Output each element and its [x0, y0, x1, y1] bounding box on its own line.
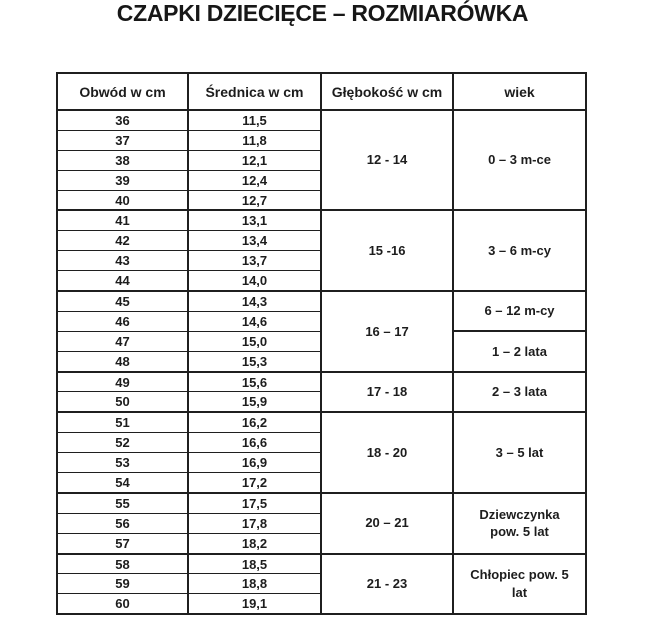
diameter-cell: 19,1	[188, 594, 321, 614]
circumference-cell: 37	[57, 130, 188, 150]
header-age: wiek	[453, 73, 586, 110]
circumference-cell: 57	[57, 533, 188, 553]
circumference-cell: 38	[57, 150, 188, 170]
depth-cell: 21 - 23	[321, 554, 453, 615]
age-cell: 3 – 5 lat	[453, 412, 586, 493]
diameter-cell: 16,6	[188, 433, 321, 453]
diameter-cell: 13,4	[188, 231, 321, 251]
diameter-cell: 15,9	[188, 392, 321, 412]
age-cell: 6 – 12 m-cy	[453, 291, 586, 331]
depth-cell: 12 - 14	[321, 110, 453, 210]
circumference-cell: 52	[57, 433, 188, 453]
diameter-cell: 14,3	[188, 291, 321, 311]
header-depth: Głębokość w cm	[321, 73, 453, 110]
page-title: CZAPKI DZIECIĘCE – ROZMIARÓWKA	[116, 0, 529, 26]
depth-cell: 17 - 18	[321, 372, 453, 413]
circumference-cell: 50	[57, 392, 188, 412]
depth-cell: 15 -16	[321, 210, 453, 291]
diameter-cell: 11,8	[188, 130, 321, 150]
diameter-cell: 11,5	[188, 110, 321, 130]
circumference-cell: 44	[57, 271, 188, 291]
diameter-cell: 12,7	[188, 190, 321, 210]
diameter-cell: 17,8	[188, 513, 321, 533]
circumference-cell: 36	[57, 110, 188, 130]
diameter-cell: 14,6	[188, 311, 321, 331]
circumference-cell: 48	[57, 351, 188, 371]
circumference-cell: 47	[57, 331, 188, 351]
circumference-cell: 59	[57, 574, 188, 594]
table-row	[57, 291, 586, 311]
diameter-cell: 17,5	[188, 493, 321, 513]
circumference-cell: 54	[57, 473, 188, 493]
circumference-cell: 56	[57, 513, 188, 533]
size-table-body	[57, 110, 586, 614]
diameter-cell: 18,5	[188, 554, 321, 574]
header-circumference: Obwód w cm	[57, 73, 188, 110]
header-row	[57, 73, 586, 110]
diameter-cell: 16,9	[188, 453, 321, 473]
age-cell: 3 – 6 m-cy	[453, 210, 586, 291]
diameter-cell: 16,2	[188, 412, 321, 432]
diameter-cell: 13,1	[188, 210, 321, 230]
size-chart-table	[56, 72, 587, 615]
age-cell: 1 – 2 lata	[453, 331, 586, 371]
table-row	[57, 412, 586, 432]
depth-cell: 18 - 20	[321, 412, 453, 493]
age-cell: Chłopiec pow. 5 lat	[453, 554, 586, 615]
depth-cell: 20 – 21	[321, 493, 453, 554]
circumference-cell: 53	[57, 453, 188, 473]
diameter-cell: 15,3	[188, 351, 321, 371]
circumference-cell: 40	[57, 190, 188, 210]
circumference-cell: 45	[57, 291, 188, 311]
circumference-cell: 60	[57, 594, 188, 614]
table-row	[57, 493, 586, 513]
table-row	[57, 372, 586, 392]
circumference-cell: 58	[57, 554, 188, 574]
age-cell: Dziewczynka pow. 5 lat	[453, 493, 586, 554]
diameter-cell: 15,6	[188, 372, 321, 392]
diameter-cell: 17,2	[188, 473, 321, 493]
table-row	[57, 110, 586, 130]
depth-cell: 16 – 17	[321, 291, 453, 372]
circumference-cell: 42	[57, 231, 188, 251]
age-cell: 0 – 3 m-ce	[453, 110, 586, 210]
table-row	[57, 210, 586, 230]
circumference-cell: 41	[57, 210, 188, 230]
table-row	[57, 554, 586, 574]
circumference-cell: 46	[57, 311, 188, 331]
diameter-cell: 14,0	[188, 271, 321, 291]
diameter-cell: 12,4	[188, 170, 321, 190]
circumference-cell: 49	[57, 372, 188, 392]
header-diameter: Średnica w cm	[188, 73, 321, 110]
diameter-cell: 13,7	[188, 251, 321, 271]
diameter-cell: 18,2	[188, 533, 321, 553]
circumference-cell: 39	[57, 170, 188, 190]
diameter-cell: 18,8	[188, 574, 321, 594]
age-cell: 2 – 3 lata	[453, 372, 586, 413]
circumference-cell: 55	[57, 493, 188, 513]
circumference-cell: 43	[57, 251, 188, 271]
diameter-cell: 15,0	[188, 331, 321, 351]
circumference-cell: 51	[57, 412, 188, 432]
diameter-cell: 12,1	[188, 150, 321, 170]
table-header	[57, 73, 586, 110]
